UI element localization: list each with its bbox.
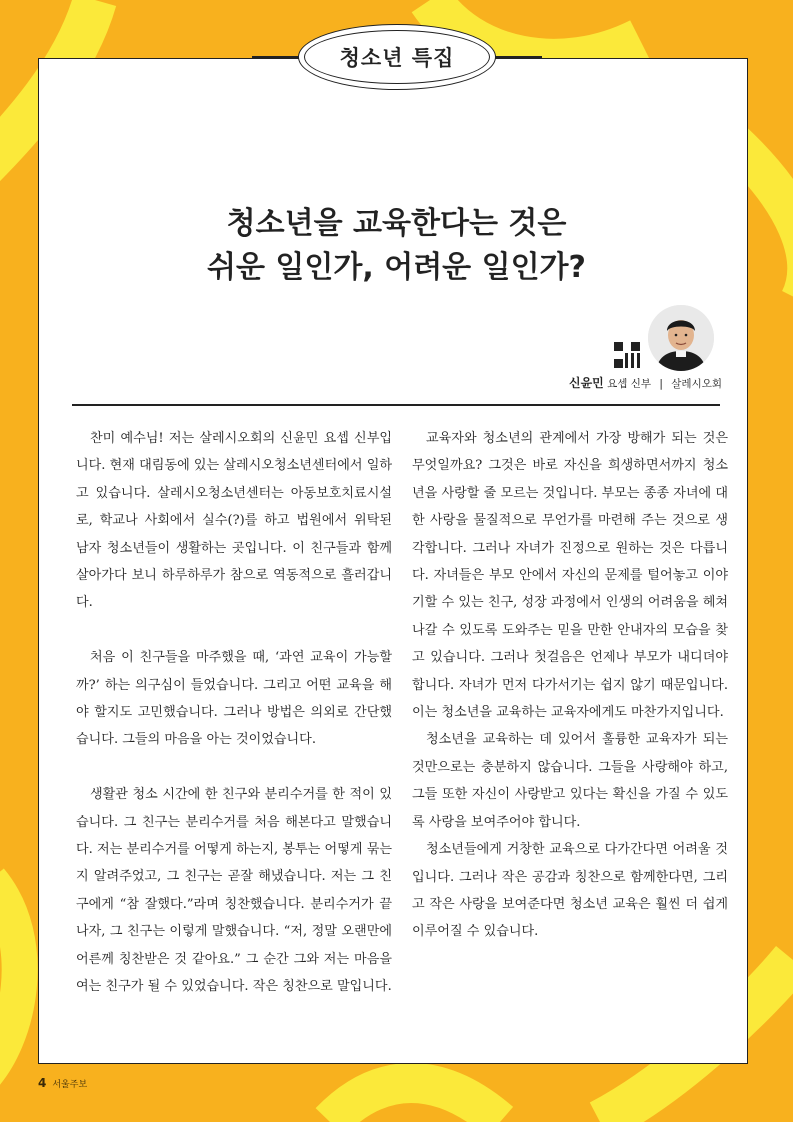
priest-portrait-icon	[648, 305, 714, 371]
author-org: 살레시오회	[671, 378, 722, 390]
article-title	[0, 202, 793, 290]
paragraph: 청소년들에게 거창한 교육으로 다가간다면 어려울 것입니다. 그러나 작은 공감과 칭찬으로 함께한다면, 그리고 작은 사랑을 보여준다면 청소년 교육은 훨씬 더 쉽게 이루어질 수 있습니다.	[412, 842, 728, 940]
author-avatar	[648, 305, 714, 371]
page-number: 4	[38, 1076, 47, 1090]
badge-line-left	[252, 56, 302, 58]
author-role: 요셉 신부	[607, 378, 652, 390]
publication-name: 서울주보	[52, 1080, 88, 1090]
title-line-2: 쉬운 일인가, 어려운 일인가?	[207, 250, 586, 285]
paragraph: 청소년을 교육하는 데 있어서 훌륭한 교육자가 되는 것만으로는 충분하지 않습니다. 그들을 사랑해야 하고, 그들 또한 자신이 사랑받고 있다는 확신을 가질 수 있도록 사랑을 보여주어야 합니다.	[412, 732, 728, 830]
byline-divider	[72, 404, 720, 406]
badge-label: 청소년 특집	[339, 46, 455, 70]
title-line-1: 청소년을 교육한다는 것은	[226, 206, 567, 241]
right-column	[412, 425, 728, 946]
author-byline	[569, 374, 722, 391]
page-footer	[38, 1076, 87, 1090]
byline-separator: |	[659, 378, 663, 390]
badge-line-right	[492, 56, 542, 58]
paragraph: 생활관 청소 시간에 한 친구와 분리수거를 한 적이 있습니다. 그 친구는 분리수거를 처음 해본다고 말했습니다. 저는 분리수거를 어떻게 하는지, 봉투는 어떻게 묶는지 알려주었고, 그 친구는 곧잘 해냈습니다. 저는 그 친구에게 “참 잘했다.”라며 칭찬했습니다. 분리수거가 끝나자, 그 친구는 이렇게 말했습니다. “저, 정말 오랜만에 어른께 칭찬받은 것 같아요.” 그 순간 그와 저는 마음을 여는 친구가 될 수 있었습니다. 작은 칭찬으로 말입니다.	[76, 787, 392, 995]
paragraph: 찬미 예수님! 저는 살레시오회의 신윤민 요셉 신부입니다. 현재 대림동에 있는 살레시오청소년센터에서 일하고 있습니다. 살레시오청소년센터는 아동보호치료시설로, 학교나 사회에서 실수(?)를 하고 법원에서 위탁된 남자 청소년들이 생활하는 곳입니다. 이 친구들과 함께 살아가다 보니 하루하루가 참으로 역동적으로 흘러갑니다.	[76, 431, 392, 611]
paragraph: 교육자와 청소년의 관계에서 가장 방해가 되는 것은 무엇일까요? 그것은 바로 자신을 희생하면서까지 청소년을 사랑할 줄 모르는 것입니다. 부모는 종종 자녀에 대한 사랑을 물질적으로 무언가를 마련해 주는 것으로 생각합니다. 그러나 자녀가 진정으로 원하는 것은 다릅니다. 자녀들은 부모 안에서 자신의 문제를 털어놓고 이야기할 수 있는 친구, 성장 과정에서 인생의 어려움을 헤쳐 나갈 수 있도록 도와주는 믿을 만한 안내자의 모습을 찾고 있습니다. 그러나 첫걸음은 언제나 부모가 내디뎌야 합니다. 자녀가 먼저 다가서기는 쉽지 않기 때문입니다. 이는 청소년을 교육하는 교육자에게도 마찬가지입니다.	[412, 431, 728, 721]
badge-oval	[298, 24, 496, 90]
qr-code-icon[interactable]	[614, 342, 640, 368]
left-column	[76, 425, 392, 1001]
author-name: 신윤민	[569, 376, 604, 390]
paragraph: 처음 이 친구들을 마주했을 때, ‘과연 교육이 가능할까?’ 하는 의구심이 들었습니다. 그리고 어떤 교육을 해야 할지도 고민했습니다. 그러나 방법은 의외로 간단했습니다. 그들의 마음을 아는 것이었습니다.	[76, 650, 392, 748]
section-badge	[252, 22, 542, 92]
